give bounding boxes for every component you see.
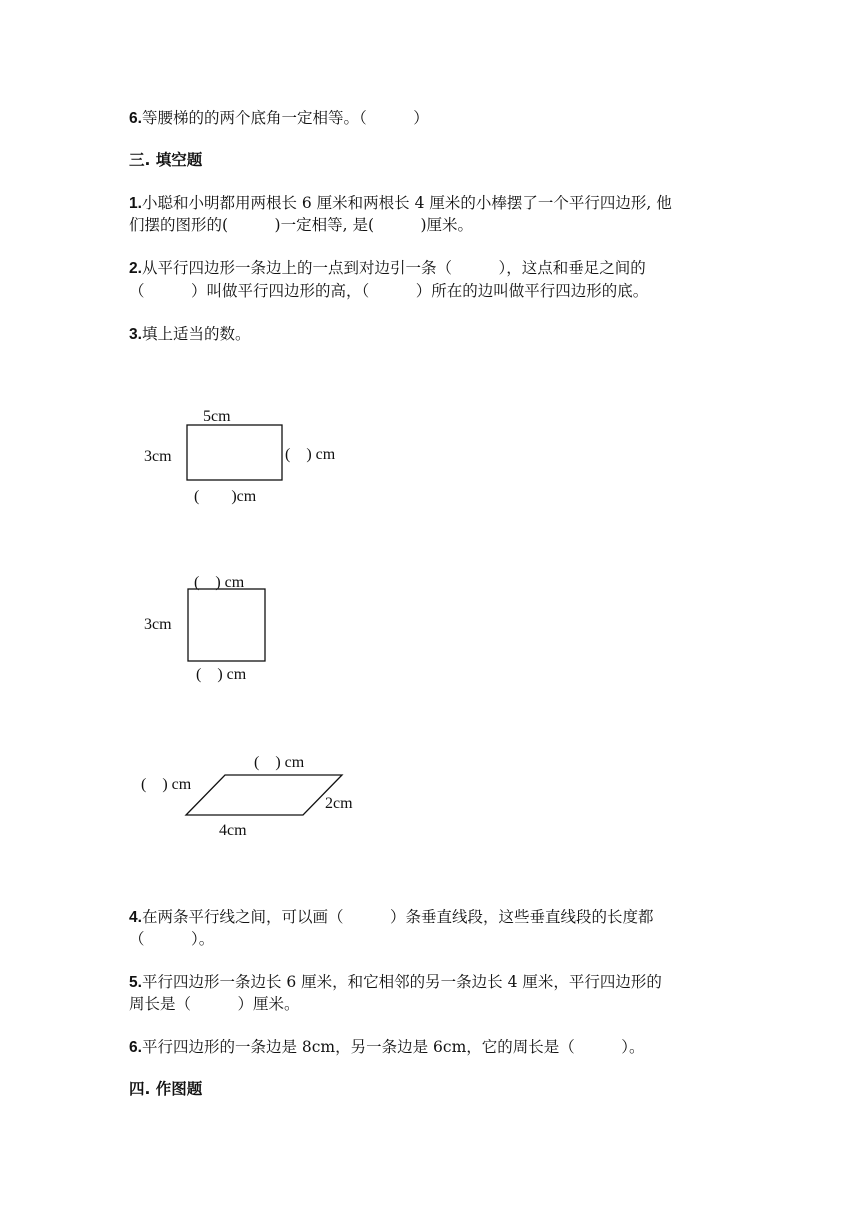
rectangle-left-label: 3cm [144,448,172,465]
parallelogram-left-label: ( ) cm [141,776,192,793]
question-text: 填上适当的数。 [141,325,251,343]
rectangle-shape [187,425,282,480]
square-top-label: ( ) cm [194,574,245,591]
question-number: 5. [129,974,142,991]
square-figure [144,574,265,683]
parallelogram-bottom-label: 4cm [219,822,247,839]
parallelogram-figure [141,754,353,839]
question-text: 等腰梯的的两个底角一定相等。（ ） [141,109,429,127]
question-text: 在两条平行线之间，可以画（ ）条垂直线段，这些垂直线段的长度都 [141,908,654,926]
parallelogram-right-label: 2cm [325,795,353,812]
question-text: 平行四边形的一条边是 8cm，另一条边是 6cm，它的周长是（ ）。 [141,1038,645,1056]
question-5-line-2: 周长是（ ）厘米。 [129,995,300,1013]
question-number: 2. [129,260,142,277]
rectangle-right-label: ( ) cm [285,446,336,463]
section-4-title: 四. 作图题 [129,1080,203,1098]
question-number: 3. [129,326,142,343]
question-6 [129,1035,645,1057]
question-4-line-1 [129,905,653,927]
question-text: 小聪和小明都用两根长 6 厘米和两根长 4 厘米的小棒摆了一个平行四边形, 他 [141,194,672,212]
question-2-line-2: （ ）叫做平行四边形的高，（ ）所在的边叫做平行四边形的底。 [129,282,649,300]
square-shape [188,589,265,661]
question-number: 6. [129,110,142,127]
parallelogram-top-label: ( ) cm [254,754,305,771]
question-5-line-1 [129,970,662,992]
question-text: 平行四边形一条边长 6 厘米，和它相邻的另一条边长 4 厘米，平行四边形的 [141,973,662,991]
rectangle-top-label: 5cm [203,408,231,425]
question-number: 1. [129,195,142,212]
square-bottom-label: ( ) cm [196,666,247,683]
question-1-line-2: 们摆的图形的( )一定相等, 是( )厘米。 [129,216,474,234]
question-number: 4. [129,909,142,926]
question-number: 6. [129,1039,142,1056]
square-left-label: 3cm [144,616,172,633]
section-3-title: 三. 填空题 [129,151,203,169]
question-text: 从平行四边形一条边上的一点到对边引一条（ ），这点和垂足之间的 [141,259,646,277]
question-4-line-2: （ ）。 [129,930,215,948]
parallelogram-shape [186,775,342,815]
rectangle-figure [144,408,336,505]
rectangle-bottom-label: ( )cm [194,488,257,505]
